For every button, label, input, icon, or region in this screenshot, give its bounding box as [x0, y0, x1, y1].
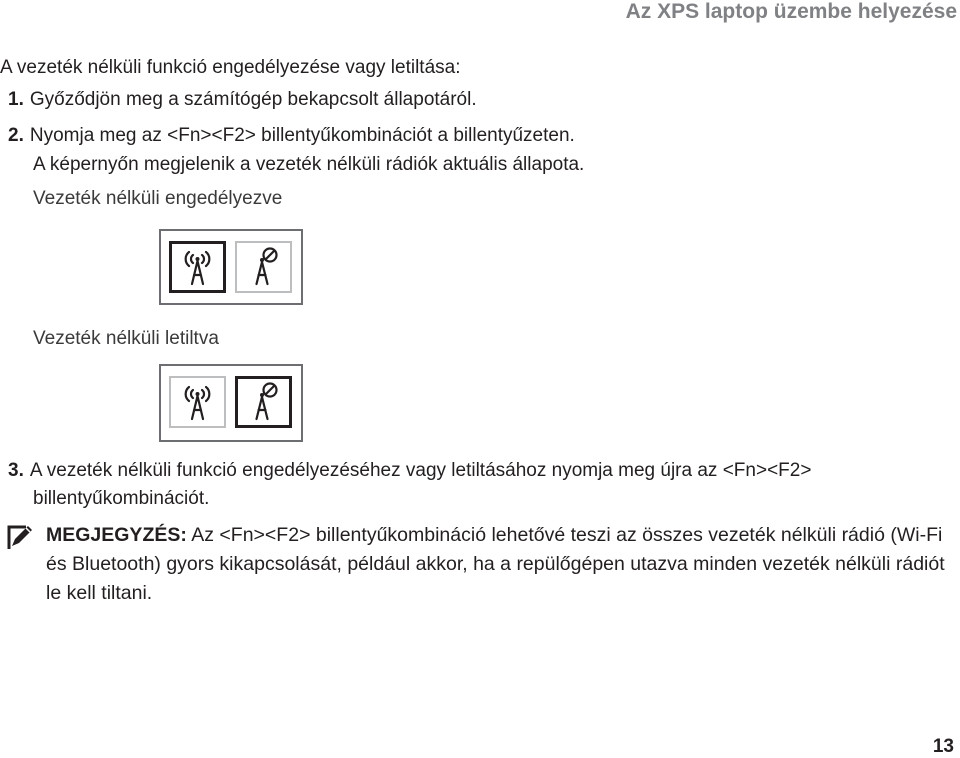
wireless-on-tile — [169, 241, 226, 293]
page-number: 13 — [932, 736, 954, 757]
wireless-off-tile — [235, 376, 292, 428]
enabled-caption: Vezeték nélküli engedélyezve — [33, 188, 283, 209]
step-3-text: A vezeték nélküli funkció engedélyezéséhez vagy letiltásához nyomja meg újra az <Fn><F2> — [29, 460, 812, 481]
note-block — [46, 521, 946, 608]
intro-text: A vezeték nélküli funkció engedélyezése vagy letiltása: — [0, 57, 461, 78]
step-1 — [8, 89, 477, 111]
wireless-off-icon — [238, 379, 289, 425]
wireless-disabled-panel — [159, 364, 303, 442]
disabled-caption: Vezeték nélküli letiltva — [33, 328, 219, 349]
step-2-text-cont: A képernyőn megjelenik a vezeték nélküli rádiók aktuális állapota. — [33, 154, 585, 175]
step-1-text: Győződjön meg a számítógép bekapcsolt állapotáról. — [29, 89, 477, 110]
step-2-number: 2. — [8, 125, 24, 146]
wireless-on-icon — [172, 244, 223, 290]
step-3-number: 3. — [8, 460, 24, 481]
wireless-off-icon — [237, 243, 290, 291]
wireless-enabled-panel — [159, 229, 303, 305]
step-2 — [8, 125, 575, 147]
note-text: Az <Fn><F2> billentyűkombináció lehetővé teszi az összes vezeték nélküli rádió (Wi-Fi és Bluetooth) gyors kikapcsolását, például akkor, ha a repülőgépen utazva minden vezeték nélküli rádiót le kell tiltani. — [46, 524, 945, 604]
wireless-off-tile — [235, 241, 292, 293]
wireless-on-icon — [171, 378, 224, 426]
wireless-on-tile — [169, 376, 226, 428]
page-header-title: Az XPS laptop üzembe helyezése — [625, 0, 957, 23]
step-1-number: 1. — [8, 89, 24, 110]
step-3-text-cont: billentyűkombinációt. — [33, 488, 210, 509]
note-label: MEGJEGYZÉS: — [46, 524, 187, 546]
step-3 — [8, 460, 811, 482]
step-2-text: Nyomja meg az <Fn><F2> billentyűkombinációt a billentyűzeten. — [29, 125, 575, 146]
note-pencil-icon — [6, 524, 34, 552]
